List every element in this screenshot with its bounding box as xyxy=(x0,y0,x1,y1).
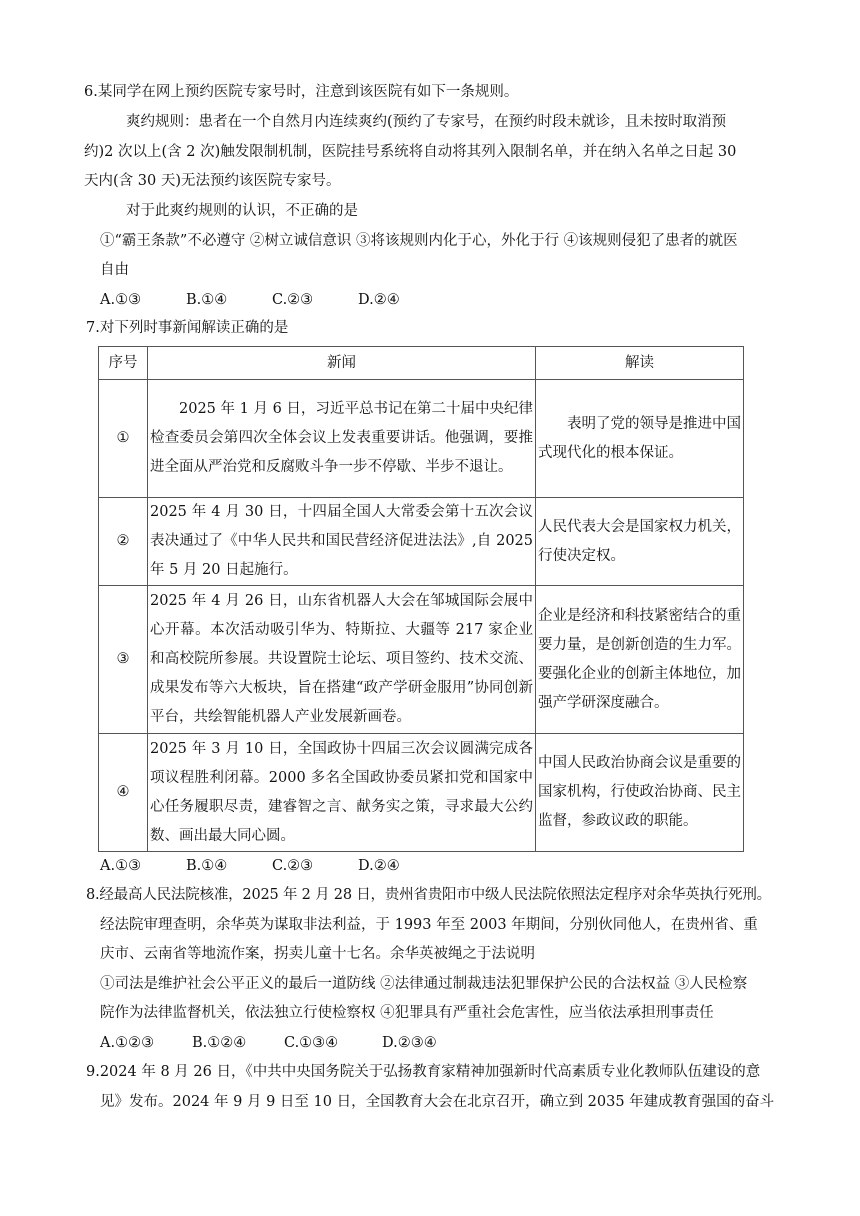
header-no: 序号 xyxy=(99,347,148,380)
header-interp: 解读 xyxy=(536,347,744,380)
q7-stem: 7.对下列时事新闻解读正确的是 xyxy=(86,320,289,336)
q7-option-b: B.①④ xyxy=(186,858,228,874)
q6-option-b: B.①④ xyxy=(186,292,228,308)
q9-line2: 见》发布。2024 年 9 月 9 日至 10 日，全国教育大会在北京召开，确立到 2035 年建成教育强国的奋斗 xyxy=(100,1094,775,1110)
q7-options xyxy=(100,856,400,876)
q6-ask: 对于此爽约规则的认识，不正确的是 xyxy=(126,203,358,219)
q6-statements-line1: ①“霸王条款”不必遵守 ②树立诚信意识 ③将该规则内化于心，外化于行 ④该规则侵犯了患者的就医 xyxy=(100,233,738,249)
row-number: ④ xyxy=(99,734,148,852)
q6-rule-line1: 爽约规则：患者在一个自然月内连续爽约(预约了专家号，在预约时段未就诊，且未按时取消预 xyxy=(126,114,727,130)
row-interpretation: 表明了党的领导是推进中国式现代化的根本保证。 xyxy=(536,380,744,498)
row-number: ② xyxy=(99,498,148,586)
table-row xyxy=(99,380,744,498)
q6-option-a: A.①③ xyxy=(100,292,142,308)
q8-line2: 经法院审理查明，余华英为谋取非法利益，于 1993 年至 2003 年期间，分别伙同他人，在贵州省、重 xyxy=(100,917,758,933)
q8-option-c: C.①③④ xyxy=(284,1035,339,1051)
q6-stem: 6.某同学在网上预约医院专家号时，注意到该医院有如下一条规则。 xyxy=(84,84,519,100)
q7-option-c: C.②③ xyxy=(272,858,314,874)
table-row xyxy=(99,734,744,852)
row-news: 2025 年 4 月 26 日，山东省机器人大会在邹城国际会展中心开幕。本次活动吸引华为、特斯拉、大疆等 217 家企业和高校院所参展。共设置院士论坛、项目签约、技术交流、成果发布等六大板块，旨在搭建“政产学研金服用”协同创新平台，共绘智能机器人产业发展新画卷。 xyxy=(148,586,536,734)
table-row xyxy=(99,498,744,586)
row-news: 2025 年 1 月 6 日，习近平总书记在第二十届中央纪律检查委员会第四次全体会议上发表重要讲话。他强调，要推进全面从严治党和反腐败斗争一步不停歇、半步不退让。 xyxy=(148,380,536,498)
q6-rule-line2: 约)2 次以上(含 2 次)触发限制机制，医院挂号系统将自动将其列入限制名单，并在纳入名单之日起 30 xyxy=(84,144,737,160)
q7-option-a: A.①③ xyxy=(100,858,142,874)
row-news: 2025 年 3 月 10 日，全国政协十四届三次会议圆满完成各项议程胜利闭幕。2000 多名全国政协委员紧扣党和国家中心任务履职尽责，建睿智之言、献务实之策，寻求最大公约数、画出最大同心圆。 xyxy=(148,734,536,852)
q8-line3: 庆市、云南省等地流作案，拐卖儿童十七名。余华英被绳之于法说明 xyxy=(100,946,535,962)
row-number: ③ xyxy=(99,586,148,734)
q8-line4: ①司法是维护社会公平正义的最后一道防线 ②法律通过制裁违法犯罪保护公民的合法权益 ③人民检察 xyxy=(100,976,748,992)
row-interpretation: 人民代表大会是国家权力机关，行使决定权。 xyxy=(536,498,744,586)
row-number: ① xyxy=(99,380,148,498)
q6-rule-line3: 天内(含 30 天)无法预约该医院专家号。 xyxy=(84,173,341,189)
q8-line5: 院作为法律监督机关，依法独立行使检察权 ④犯罪具有严重社会危害性，应当依法承担刑事责任 xyxy=(100,1005,714,1021)
q6-option-d: D.②④ xyxy=(358,292,400,308)
q8-option-b: B.①②④ xyxy=(192,1035,247,1051)
news-table-header-row xyxy=(99,347,744,380)
q7-option-d: D.②④ xyxy=(358,858,400,874)
news-table xyxy=(98,346,744,852)
row-interpretation: 企业是经济和科技紧密结合的重要力量，是创新创造的生力军。要强化企业的创新主体地位，加强产学研深度融合。 xyxy=(536,586,744,734)
q6-statements-line2: 自由 xyxy=(100,262,129,278)
header-news: 新闻 xyxy=(148,347,536,380)
q6-option-c: C.②③ xyxy=(272,292,314,308)
q6-options xyxy=(100,290,400,310)
row-news: 2025 年 4 月 30 日，十四届全国人大常委会第十五次会议表决通过了《中华人民共和国民营经济促进法法》,自 2025 年 5 月 20 日起施行。 xyxy=(148,498,536,586)
table-row xyxy=(99,586,744,734)
q8-line1: 8.经最高人民法院核准，2025 年 2 月 28 日，贵州省贵阳市中级人民法院依照法定程序对余华英执行死刑。 xyxy=(86,887,771,903)
row-interpretation: 中国人民政治协商会议是重要的国家机构，行使政治协商、民主监督，参政议政的职能。 xyxy=(536,734,744,852)
q8-option-a: A.①②③ xyxy=(100,1035,155,1051)
q9-line1: 9.2024 年 8 月 26 日，《中共中央国务院关于弘扬教育家精神加强新时代高素质专业化教师队伍建设的意 xyxy=(86,1064,761,1080)
q8-options xyxy=(100,1033,437,1053)
q8-option-d: D.②③④ xyxy=(382,1035,437,1051)
